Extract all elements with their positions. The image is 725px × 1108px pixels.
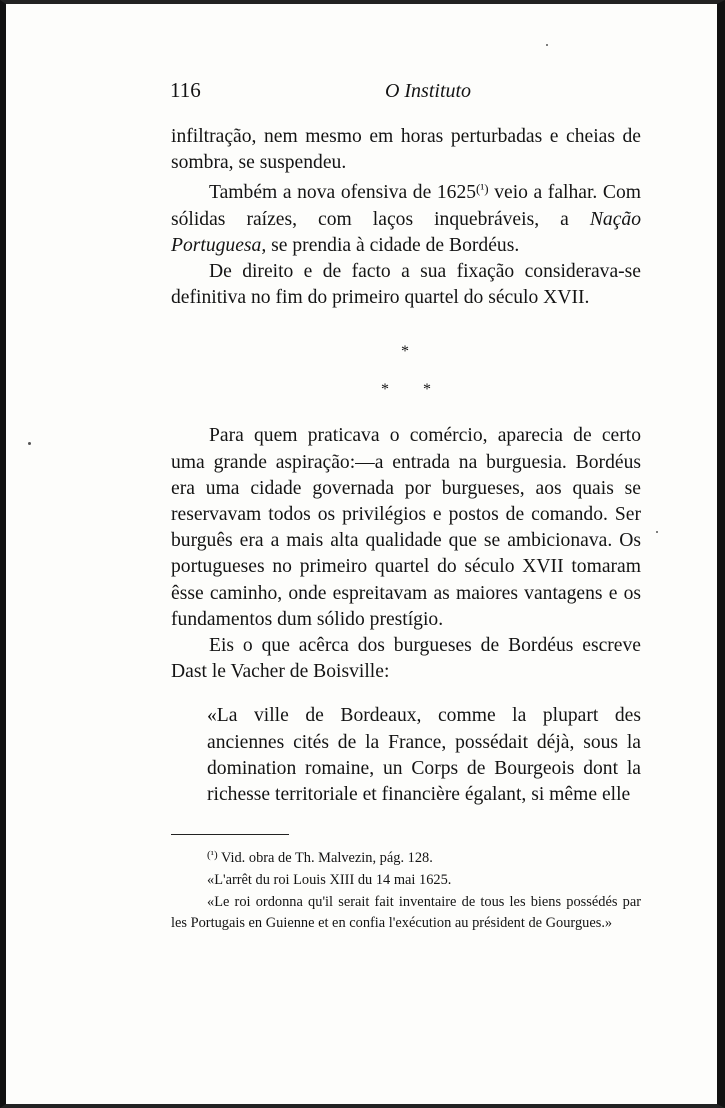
- footnote-reference: (¹): [476, 181, 489, 197]
- paragraph-3: De direito e de facto a sua fixação considerava-se definitiva no fim do primeiro quartel do século XVII.: [171, 261, 641, 309]
- paragraph-2-start: Também a nova ofensiva de 1625: [209, 182, 477, 204]
- footnote-1-text: Vid. obra de Th. Malvezin, pág. 128.: [217, 850, 433, 866]
- main-text: [171, 124, 641, 808]
- section-asterism: [171, 311, 641, 423]
- footnote-2: «L'arrêt du roi Louis XIII du 14 mai 1625.: [207, 871, 452, 888]
- page-number: 116: [170, 78, 201, 102]
- italic-term: Nação Portuguesa,: [171, 208, 641, 256]
- footnote-1-marker: (¹): [207, 849, 218, 861]
- paragraph-1: infiltração, nem mesmo em horas perturbadas e cheias de sombra, se suspendeu.: [171, 126, 641, 174]
- page-header: [166, 78, 640, 108]
- scan-speck: [546, 44, 548, 46]
- paragraph-2-middle: veio a falhar. Com sólidas raízes, com laços inquebráveis, a: [171, 182, 641, 230]
- asterism-star-left: *: [381, 381, 389, 399]
- paragraph-2-end: se prendia à cidade de Bordéus.: [266, 234, 520, 256]
- footnote-divider: [171, 834, 289, 835]
- paragraph-4: Para quem praticava o comércio, aparecia de certo uma grande aspiração:—a entrada na burguesia. Bordéus era uma cidade governada por burgueses, aos quais se reservavam todos os privilégios e postos de comando. Ser burguês era a mais alta qualidade que se ambicionava. Os portugueses no primeiro quartel do século XVII tomaram êsse caminho, onde espreitavam as maiores vantagens e os fundamentos dum sólido prestígio.: [171, 425, 641, 630]
- paragraph-2: [171, 176, 641, 259]
- footnote-3: «Le roi ordonna qu'il serait fait inventaire de tous les biens possédés par les Portugais en Guienne et en confia l'exécution au président de Gourgues.»: [171, 893, 641, 932]
- asterism-star-top: *: [401, 343, 409, 361]
- block-quote: «La ville de Bordeaux, comme la plupart des anciennes cités de la France, possédait déjà, sous la domination romaine, un Corps de Bourgeois dont la richesse territoriale et financière égalant, si même elle: [207, 705, 641, 806]
- scan-speck: [656, 531, 658, 533]
- scan-speck: [28, 442, 31, 445]
- footnote-1: [171, 845, 641, 870]
- paragraph-5: Eis o que acêrca dos burgueses de Bordéus escreve Dast le Vacher de Boisville:: [171, 635, 641, 683]
- asterism-star-right: *: [423, 381, 431, 399]
- footnotes: [171, 845, 641, 935]
- running-title: O Instituto: [384, 80, 472, 102]
